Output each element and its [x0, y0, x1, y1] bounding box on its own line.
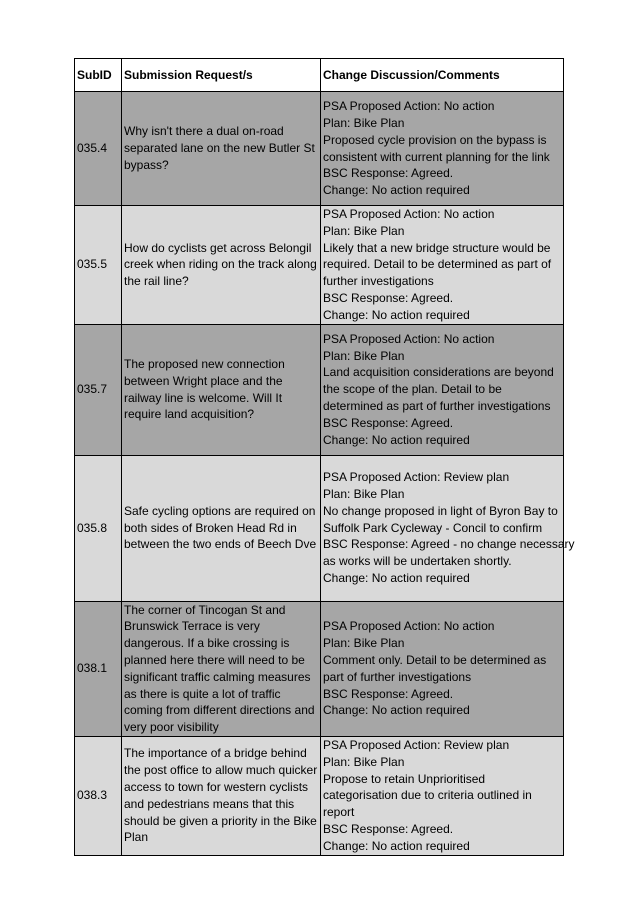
request-cell: Why isn't there a dual on-road separated lane on the new Butler St bypass? [122, 92, 321, 206]
table-row [75, 206, 564, 325]
comment-line: Change: No action required [323, 571, 470, 586]
header-subid: SubID [75, 59, 122, 92]
comments-cell [321, 601, 564, 736]
comment-line: Plan: Bike Plan [323, 487, 405, 502]
comments-cell [321, 736, 564, 855]
comment-line: BSC Response: Agreed. [323, 821, 454, 836]
table-row [75, 736, 564, 855]
comment-line: PSA Proposed Action: Review plan [323, 470, 510, 485]
comment-line: further investigations [323, 274, 434, 289]
comments-cell [321, 92, 564, 206]
comment-line: Likely that a new bridge structure would be [323, 240, 551, 255]
comment-line: Plan: Bike Plan [323, 636, 405, 651]
subid-cell: 038.3 [75, 736, 122, 855]
comments-cell [321, 206, 564, 325]
comment-line: Land acquisition considerations are beyond [323, 365, 554, 380]
comments-cell [321, 455, 575, 601]
comment-line: report [323, 805, 355, 820]
comment-line: Plan: Bike Plan [323, 348, 405, 363]
comment-line: Plan: Bike Plan [323, 754, 405, 769]
request-cell: The importance of a bridge behind the post office to allow much quicker access to town for western cyclists and pedestrians means that this should be given a priority in the Bike Plan [122, 736, 321, 855]
comment-line: BSC Response: Agreed. [323, 166, 454, 181]
header-request: Submission Request/s [122, 59, 321, 92]
comment-line: PSA Proposed Action: Review plan [323, 737, 510, 752]
subid-cell: 035.5 [75, 206, 122, 325]
table-row [75, 455, 564, 601]
table-row [75, 601, 564, 736]
submissions-table [74, 58, 575, 856]
header-comments: Change Discussion/Comments [321, 59, 564, 92]
table-row [75, 324, 564, 455]
request-cell: The corner of Tincogan St and Brunswick Terrace is very dangerous. If a bike crossing is planned here there will need to be significant traffic calming measures as there is quite a lot of traffic coming from different directions and very poor visibility [122, 601, 321, 736]
comment-line: consistent with current planning for the link [323, 149, 550, 164]
comment-line: Change: No action required [323, 703, 470, 718]
comment-line: categorisation due to criteria outlined in [323, 788, 532, 803]
comment-line: Plan: Bike Plan [323, 223, 405, 238]
header-row [75, 59, 564, 92]
subid-cell: 035.8 [75, 455, 122, 601]
comment-line: PSA Proposed Action: No action [323, 331, 495, 346]
comment-line: Change: No action required [323, 432, 470, 447]
comment-line: PSA Proposed Action: No action [323, 207, 495, 221]
request-cell: Safe cycling options are required on both sides of Broken Head Rd in between the two ends of Beech Dve [122, 455, 321, 601]
comment-line: BSC Response: Agreed. [323, 415, 454, 430]
comment-line: Change: No action required [323, 307, 470, 322]
subid-cell: 035.7 [75, 324, 122, 455]
table-row [75, 92, 564, 206]
comment-line: Suffolk Park Cycleway - Concil to confirm [323, 520, 543, 535]
request-cell: How do cyclists get across Belongil creek when riding on the track along the rail line? [122, 206, 321, 325]
comment-line: required. Detail to be determined as part of [323, 257, 552, 272]
comment-line: Comment only. Detail to be determined as [323, 652, 547, 667]
comment-line: Proposed cycle provision on the bypass is [323, 132, 547, 147]
comment-line: BSC Response: Agreed. [323, 290, 454, 305]
comment-line: Plan: Bike Plan [323, 115, 405, 130]
comment-line: PSA Proposed Action: No action [323, 99, 495, 114]
comment-line: as works will be undertaken shortly. [323, 554, 512, 569]
comment-line: Change: No action required [323, 183, 470, 198]
comment-line: PSA Proposed Action: No action [323, 619, 495, 634]
comment-line: Change: No action required [323, 838, 470, 853]
subid-cell: 038.1 [75, 601, 122, 736]
comment-line: the scope of the plan. Detail to be [323, 382, 502, 397]
comment-line: BSC Response: Agreed. [323, 686, 454, 701]
comments-cell [321, 324, 564, 455]
comment-line: Propose to retain Unprioritised [323, 771, 486, 786]
request-cell: The proposed new connection between Wright place and the railway line is welcome. Will It require land acquisition? [122, 324, 321, 455]
comment-line: part of further investigations [323, 669, 472, 684]
comment-line: BSC Response: Agreed - no change necessary [323, 537, 575, 552]
subid-cell: 035.4 [75, 92, 122, 206]
comment-line: No change proposed in light of Byron Bay to [323, 503, 558, 518]
comment-line: determined as part of further investigations [323, 398, 551, 413]
